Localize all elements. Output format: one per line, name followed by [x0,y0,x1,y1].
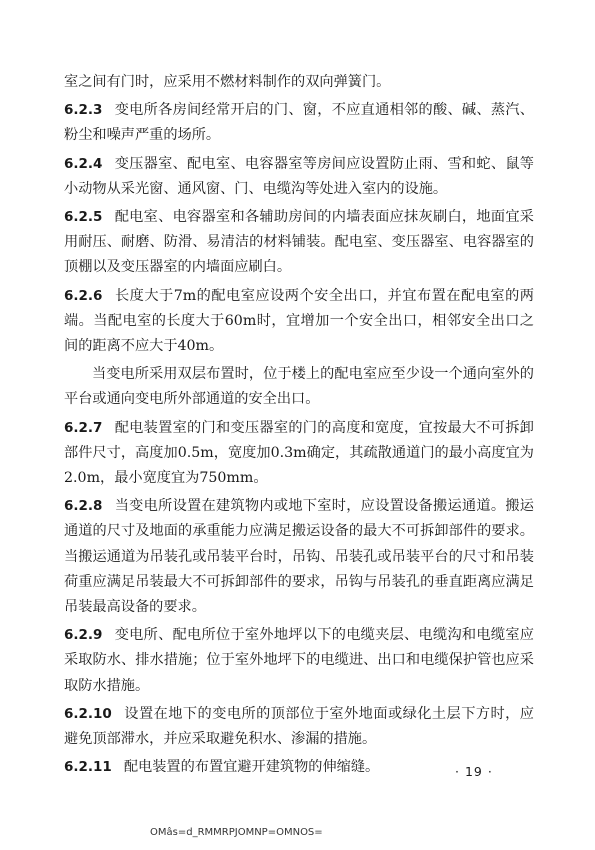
clause-number: 6.2.10 [64,705,112,722]
clause-number: 6.2.9 [64,627,103,644]
clause-text: 当变电所设置在建筑物内或地下室时，应设置设备搬运通道。搬运通道的尺寸及地面的承重能力应满足搬运设备的最大不可拆卸部件的要求。当搬运通道为吊装孔或吊装平台时，吊钩、吊装孔或吊装平台的尺寸和吊装荷重应满足吊装最大不可拆卸部件的要求，吊钩与吊装孔的垂直距离应满足吊装最高设备的要求。 [64,498,534,616]
clause-6-2-9 [64,623,534,699]
clause-number: 6.2.11 [64,759,112,776]
continued-paragraph: 室之间有门时，应采用不燃材料制作的双向弹簧门。 [64,74,391,90]
clause-text: 设置在地下的变电所的顶部位于室外地面或绿化土层下方时，应避免顶部滞水，并应采取避免积水、渗漏的措施。 [64,705,534,748]
clause-6-2-6 [64,284,534,360]
watermark-text: OMâs=d_RMMRPJOMNP=OMNOS= [150,827,323,838]
clause-text: 变电所各房间经常开启的门、窗，不应直通相邻的酸、碱、蒸汽、粉尘和噪声严重的场所。 [64,102,534,144]
clause-6-2-4 [64,152,534,202]
clause-text: 配电装置室的门和变压器室的门的高度和宽度，宜按最大不可拆卸部件尺寸，高度加0.5m，宽度加0.3m确定，其疏散通道门的最小高度宜为2.0m，最小宽度宜为750mm。 [64,419,534,487]
clause-6-2-3 [64,98,534,148]
clause-text: 变电所、配电所位于室外地坪以下的电缆夹层、电缆沟和电缆室应采取防水、排水措施；位于室外地坪下的电缆进、出口和电缆保护管也应采取防水措施。 [64,627,534,694]
clause-6-2-6-paragraph-2 [64,362,534,412]
document-body [64,70,534,783]
clause-number: 6.2.8 [64,498,103,515]
clause-text: 配电室、电容器室和各辅助房间的内墙表面应抹灰刷白，地面宜采用耐压、耐磨、防滑、易清洁的材料铺装。配电室、变压器室、电容器室的顶棚以及变压器室的内墙面应刷白。 [64,209,534,276]
clause-number: 6.2.6 [64,287,103,304]
clause-text: 变压器室、配电室、电容器室等房间应设置防止雨、雪和蛇、鼠等小动物从采光窗、通风窗、门、电缆沟等处进入室内的设施。 [64,155,534,197]
clause-text: 配电装置的布置宜避开建筑物的伸缩缝。 [123,759,380,776]
clause-number: 6.2.5 [64,209,103,226]
clause-text: 当变电所采用双层布置时，位于楼上的配电室应至少设一个通向室外的平台或通向变电所外部通道的安全出口。 [64,366,534,408]
clause-text: 长度大于7m的配电室应设两个安全出口，并宜布置在配电室的两端。当配电室的长度大于60m时，宜增加一个安全出口，相邻安全出口之间的距离不应大于40m。 [64,287,534,355]
clause-6-2-5 [64,205,534,281]
clause-6-2-7 [64,416,534,492]
clause-number: 6.2.4 [64,155,103,172]
clause-6-2-8 [64,494,534,620]
clause-number: 6.2.7 [64,419,103,436]
clause-number: 6.2.3 [64,102,103,119]
clause-6-2-10 [64,702,534,752]
page-number: · 19 · [455,764,493,779]
